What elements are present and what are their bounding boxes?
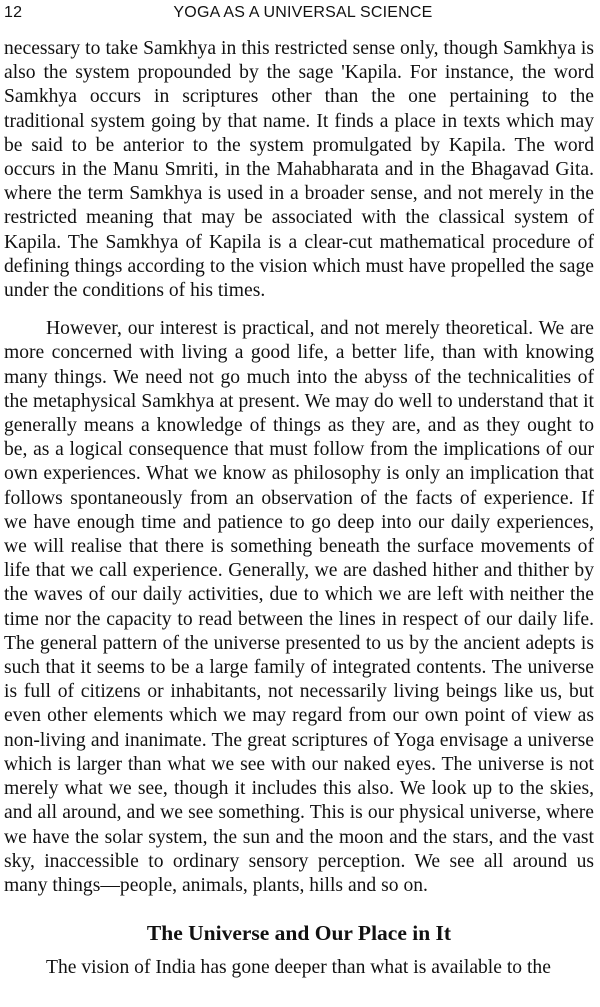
running-head xyxy=(4,4,586,28)
section-heading: The Universe and Our Place in It xyxy=(146,921,452,946)
body-text xyxy=(4,37,594,980)
page-number: 12 xyxy=(4,4,23,21)
paragraph-next-section: The vision of India has gone deeper than what is available to the xyxy=(46,957,551,979)
paragraph: However, our interest is practical, and not merely theoretical. We are more concerned with living a good life, a better life, than with knowing many things. We need not go much into the abyss of the technicalities of the metaphysical Samkhya at present. We may do well to understand that it generally means a knowledge of things as they are, and as they ought to be, as a logical consequence that must follow from the implications of our own experiences. What we know as philosophy is only an implication that follows spontaneously from an observation of the facts of experience. If we have enough time and patience to go deep into our daily experiences, we will realise that there is something beneath the surface movements of life that we call experience. Generally, we are dashed hither and thither by the waves of our daily activities, due to which we are left with neither the time nor the capacity to read between the lines in respect of our daily life. The general pattern of the universe presented to us by the ancient adepts is such that it seems to be a large family of integrated contents. The universe is full of citizens or inhabitants, not necessarily living beings like us, but even other elements which we may regard from our own point of view as non-living and inanimate. The great scriptures of Yoga envisage a universe which is larger than what we see with our naked eyes. The universe is not merely what we see, though it includes this also. We look up to the skies, and all around, and we see something. This is our physical universe, where we have the solar system, the sun and the moon and the stars, and the vast sky, inaccessible to ordinary sensory perception. We see all around us many things—people, animals, plants, hills and so on. xyxy=(4,318,594,896)
running-title: YOGA AS A UNIVERSAL SCIENCE xyxy=(173,4,433,21)
paragraph-continued: necessary to take Samkhya in this restricted sense only, though Samkhya is also the system propounded by the sage 'Kapila. For instance, the word Samkhya occurs in scriptures other than the one pertaining to the traditional system going by that name. It finds a place in texts which may be said to be anterior to the system promulgated by Kapila. The word occurs in the Manu Smriti, in the Mahabharata and in the Bhagavad Gita. where the term Samkhya is used in a broader sense, and not merely in the restricted meaning that may be associated with the classical system of Kapila. The Samkhya of Kapila is a clear-cut mathematical procedure of defining things according to the vision which must have propelled the sage under the conditions of his times. xyxy=(4,38,594,302)
